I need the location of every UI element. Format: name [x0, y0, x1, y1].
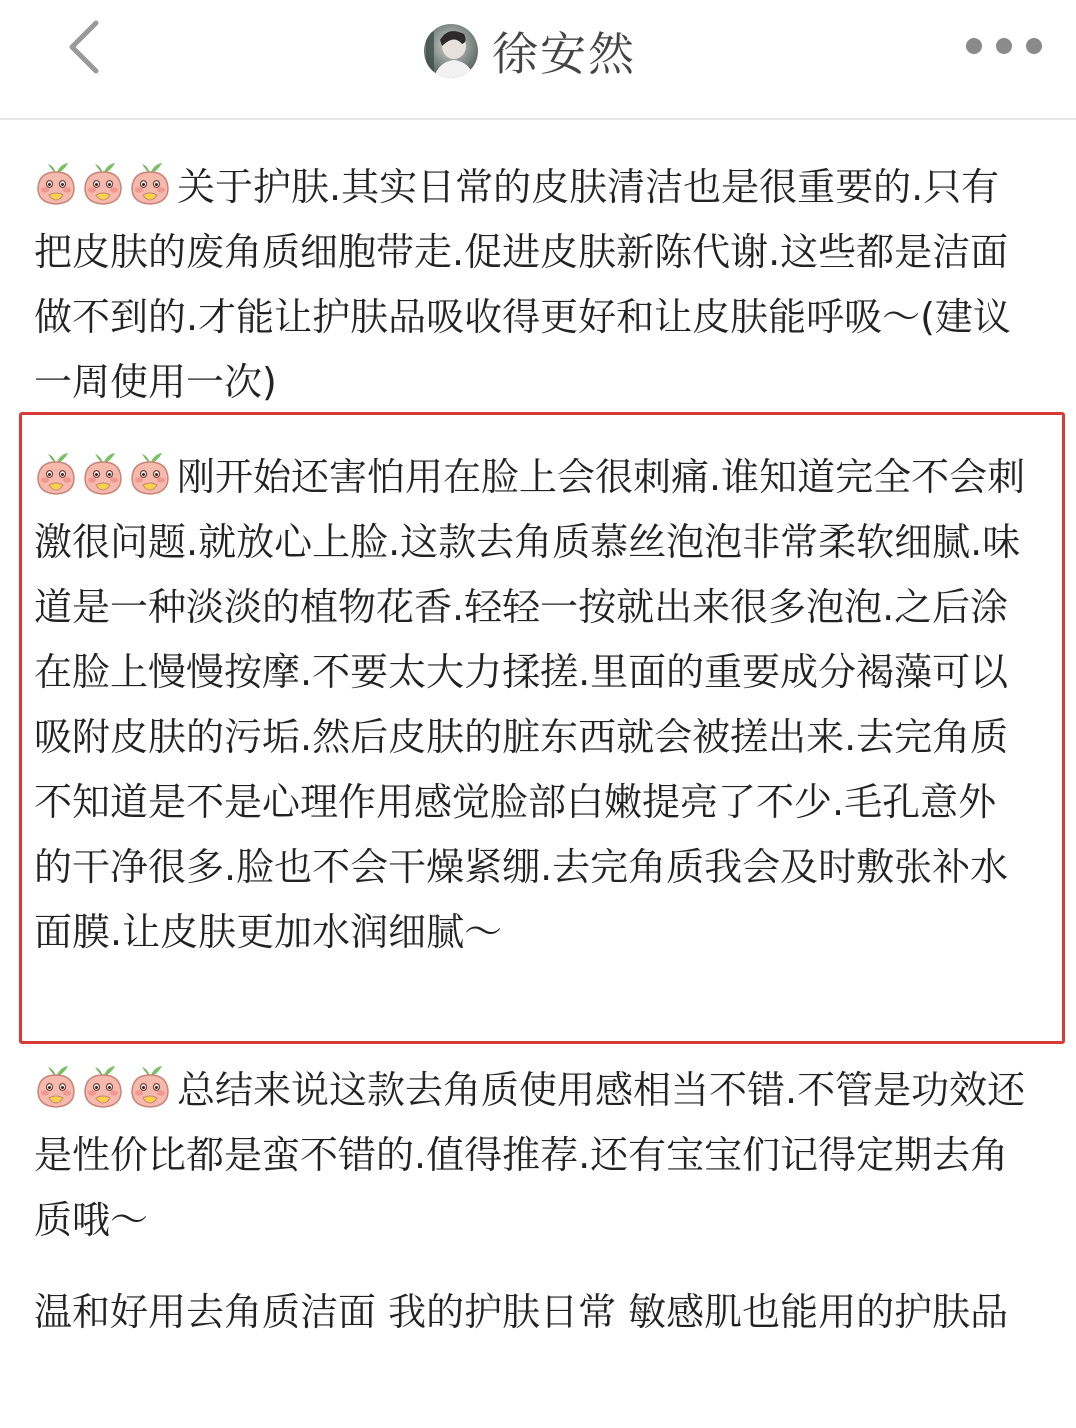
profile-title[interactable]	[424, 18, 636, 84]
paragraph-text: 总结来说这款去角质使用感相当不错.不管是功效还是性价比都是蛮不错的.值得推荐.还有宝宝们记得定期去角质哦～	[34, 1068, 1026, 1242]
peach-sprout-emoji-icon	[81, 160, 125, 206]
more-dots-icon	[996, 38, 1012, 54]
post-paragraph	[34, 1280, 1034, 1345]
paragraph-text: 刚开始还害怕用在脸上会很刺痛.谁知道完全不会刺激很问题.就放心上脸.这款去角质慕丝泡泡非常柔软细腻.味道是一种淡淡的植物花香.轻轻一按就出来很多泡泡.之后涂在脸上慢慢按摩.不要太大力揉搓.里面的重要成分褐藻可以吸附皮肤的污垢.然后皮肤的脏东西就会被搓出来.去完角质不知道是不是心理作用感觉脸部白嫩提亮了不少.毛孔意外的干净很多.脸也不会干燥紧绷.去完角质我会及时敷张补水面膜.让皮肤更加水润细腻～	[34, 455, 1026, 954]
emoji-group	[34, 1063, 175, 1109]
peach-sprout-emoji-icon	[34, 160, 78, 206]
more-dots-icon	[966, 38, 982, 54]
post-paragraph	[34, 155, 1034, 415]
more-options-button[interactable]	[966, 28, 1042, 64]
avatar[interactable]	[424, 24, 478, 78]
paragraph-text: 关于护肤.其实日常的皮肤清洁也是很重要的.只有把皮肤的废角质细胞带走.促进皮肤新陈代谢.这些都是洁面做不到的.才能让护肤品吸收得更好和让皮肤能呼吸～(建议一周使用一次)	[34, 165, 1011, 404]
more-dots-icon	[1026, 38, 1042, 54]
post-paragraph	[34, 1058, 1034, 1253]
peach-sprout-emoji-icon	[81, 1063, 125, 1109]
chevron-left-icon	[64, 19, 104, 75]
peach-sprout-emoji-icon	[128, 1063, 172, 1109]
back-button[interactable]	[54, 12, 114, 82]
emoji-group	[34, 160, 175, 206]
paragraph-text: 温和好用去角质洁面 我的护肤日常 敏感肌也能用的护肤品	[34, 1290, 1009, 1334]
highlight-box	[19, 412, 1065, 1044]
page-title: 徐安然	[492, 27, 636, 81]
top-nav-bar	[0, 0, 1076, 120]
peach-sprout-emoji-icon	[128, 160, 172, 206]
peach-sprout-emoji-icon	[34, 1063, 78, 1109]
